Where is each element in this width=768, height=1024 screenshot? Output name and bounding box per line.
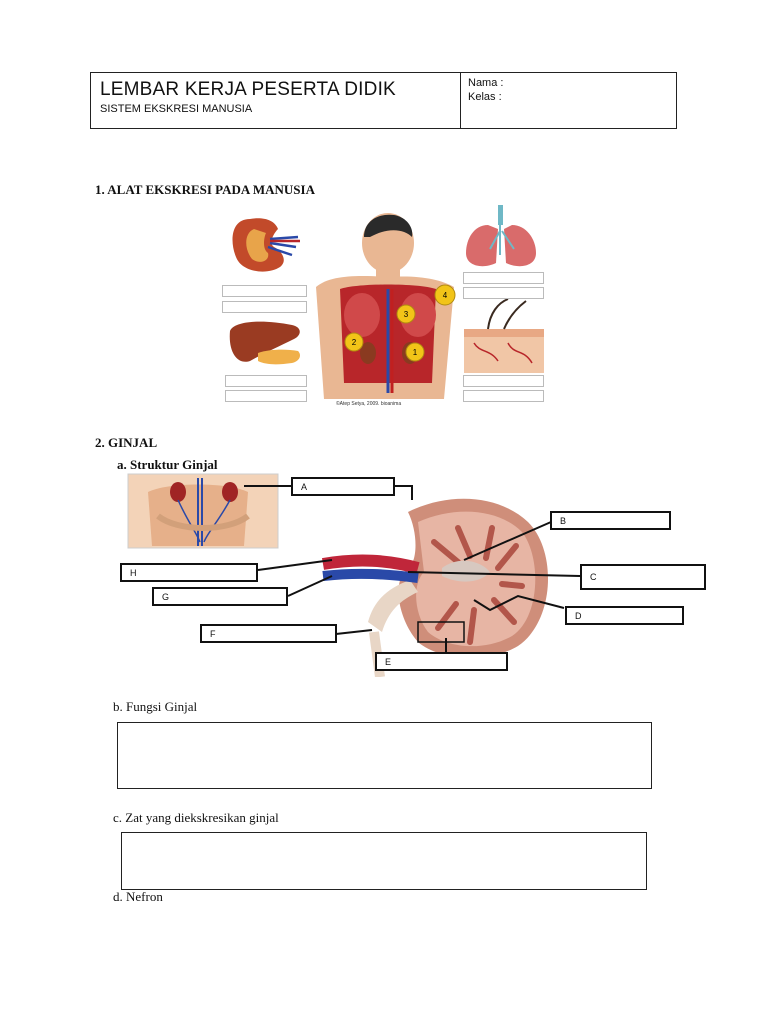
student-info-cell [468, 76, 503, 104]
kidney-label-g[interactable]: G [152, 587, 288, 606]
kidney-label-d[interactable]: D [565, 606, 684, 625]
subsection-c-title: c. Zat yang diekskresikan ginjal [113, 810, 279, 825]
torso-illustration [316, 213, 454, 399]
kidney-label-f[interactable]: F [200, 624, 337, 643]
kidney-cross-section [323, 499, 548, 677]
marker-4 [435, 285, 455, 305]
organ-answer-box[interactable] [463, 287, 544, 299]
marker-3 [397, 305, 415, 323]
organ-answer-box[interactable] [225, 390, 307, 402]
section-1-title: 1. ALAT EKSKRESI PADA MANUSIA [95, 182, 315, 197]
marker-2-label: 2 [351, 338, 357, 347]
organ-answer-box[interactable] [222, 301, 307, 313]
kidney-label-b[interactable]: B [550, 511, 671, 530]
marker-2 [345, 333, 363, 351]
fungsi-ginjal-answer-box[interactable] [117, 722, 652, 789]
zat-ekskresi-answer-box[interactable] [121, 832, 647, 890]
subsection-d-title: d. Nefron [113, 889, 163, 904]
nama-label: Nama : [468, 77, 504, 89]
worksheet-subtitle: SISTEM EKSKRESI MANUSIA [100, 103, 253, 115]
marker-4-label: 4 [442, 291, 448, 300]
kidney-label-c[interactable]: C [580, 564, 706, 590]
worksheet-header [90, 72, 677, 129]
marker-3-label: 3 [403, 310, 409, 319]
organ-answer-box[interactable] [463, 375, 544, 387]
subsection-a-title: a. Struktur Ginjal [117, 457, 218, 472]
subsection-b-title: b. Fungsi Ginjal [113, 699, 198, 714]
figure-credit: ©Atep Setya, 2009. bioanima [336, 401, 402, 407]
marker-1-label: 1 [412, 348, 418, 357]
section-2-title: 2. GINJAL [95, 435, 158, 450]
organ-answer-box[interactable] [463, 272, 544, 284]
kidney-illustration [233, 218, 300, 271]
organ-answer-box[interactable] [463, 390, 544, 402]
kidney-label-a[interactable]: A [291, 477, 395, 496]
organ-answer-box[interactable] [225, 375, 307, 387]
kelas-label: Kelas : [468, 91, 502, 103]
liver-illustration [230, 322, 300, 365]
kidney-label-h[interactable]: H [120, 563, 258, 582]
skin-illustration [464, 299, 544, 373]
kidney-label-e[interactable]: E [375, 652, 508, 671]
worksheet-title: LEMBAR KERJA PESERTA DIDIK [100, 79, 396, 100]
organ-answer-box[interactable] [222, 285, 307, 297]
lungs-illustration [466, 205, 536, 266]
header-title-cell [91, 73, 461, 128]
marker-1 [406, 343, 424, 361]
